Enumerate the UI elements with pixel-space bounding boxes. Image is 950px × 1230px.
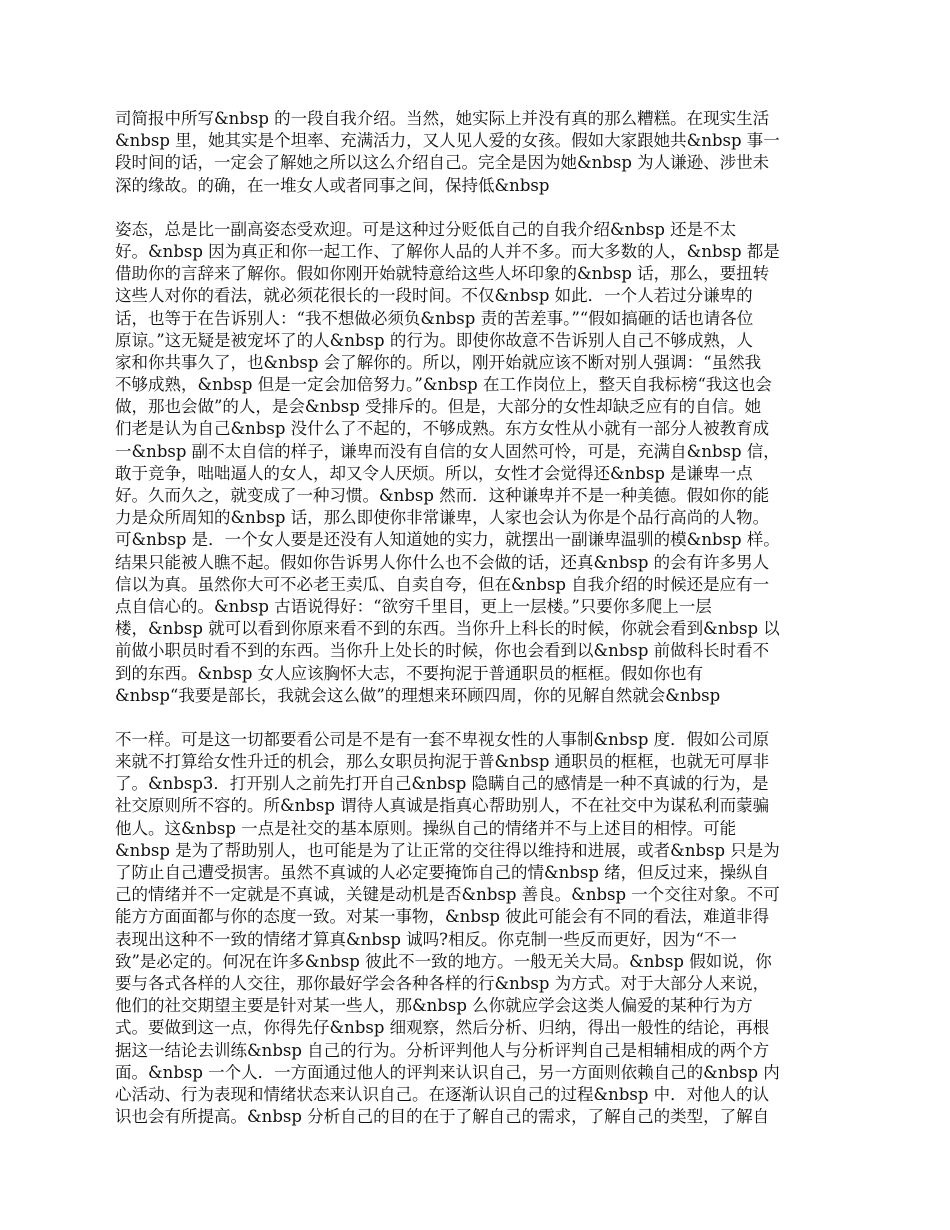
text-line: 好。&nbsp 因为真正和你一起工作、了解你人品的人并不多。而大多数的人，&nbsp 都是 — [115, 241, 780, 261]
text-line: 段时间的话，一定会了解她之所以这么介绍自己。完全是因为她&nbsp 为人谦逊、涉世未 — [115, 153, 770, 173]
paragraph — [115, 729, 837, 1128]
text-line: 敢于竞争，咄咄逼人的女人，却又令人厌烦。所以，女性才会觉得还&nbsp 是谦卑一点 — [115, 463, 753, 483]
text-line: &nbsp 是为了帮助别人，也可能是为了让正常的交往得以维持和进展，或者&nbsp 只是为 — [115, 840, 780, 860]
text-line: 了。&nbsp3．打开别人之前先打开自己&nbsp 隐瞒自己的感情是一种不真诚的行为，是 — [115, 774, 769, 794]
text-line: 们老是认为自己&nbsp 没什么了不起的，不够成熟。东方女性从小就有一部分人被教育成 — [115, 419, 770, 439]
text-line: 力是众所周知的&nbsp 话，那么即使你非常谦卑，人家也会认为你是个品行高尚的人物。 — [115, 508, 770, 528]
text-line: 识也会有所提高。&nbsp 分析自己的目的在于了解自己的需求，了解自己的类型，了解自 — [115, 1107, 770, 1127]
text-line: 来就不打算给女性升迁的机会，那么女职员拘泥于普&nbsp 通职员的框框，也就无可厚非 — [115, 752, 770, 772]
text-line: 心活动、行为表现和情绪状态来认识自己。在逐渐认识自己的过程&nbsp 中．对他人的认 — [115, 1084, 770, 1104]
text-line: 司简报中所写&nbsp 的一段自我介绍。当然，她实际上并没有真的那么糟糕。在现实生活 — [115, 109, 770, 128]
text-line: 一&nbsp 副不太自信的样子，谦卑而没有自信的女人固然可怜，可是，充满自&nbsp 信， — [115, 441, 780, 461]
text-line: 到的东西。&nbsp 女人应该胸怀大志，不要拘泥于普通职员的框框。假如你也有 — [115, 663, 704, 683]
text-line: 要与各式各样的人交往，那你最好学会各种各样的行&nbsp 为方式。对于大部分人来说， — [115, 973, 770, 993]
document-page — [115, 108, 837, 1150]
text-line: 不一样。可是这一切都要看公司是不是有一套不卑视女性的人事制&nbsp 度．假如公司原 — [115, 729, 770, 749]
text-line: 楼，&nbsp 就可以看到你原来看不到的东西。当你升上科长的时候，你就会看到&nbsp 以 — [115, 619, 780, 639]
text-line: 他们的社交期望主要是针对某一些人，那&nbsp 么你就应学会这类人偏爱的某种行为方 — [115, 996, 753, 1016]
text-line: 表现出这种不一致的情绪才算真&nbsp 诚吗?相反。你克制一些反而更好，因为“不一 — [115, 929, 737, 949]
text-line: 前做小职员时看不到的东西。当你升上处长的时候，你也会看到以&nbsp 前做科长时看不 — [115, 641, 770, 661]
text-line: 面。&nbsp 一个人．一方面通过他人的评判来认识自己，另一方面则依赖自己的&nbsp 内 — [115, 1062, 780, 1082]
text-line: 深的缘故。的确，在一堆女人或者同事之间，保持低&nbsp — [115, 175, 550, 195]
text-line: 话，也等于在告诉别人：“我不想做必须负&nbsp 责的苦差事。”“假如搞砸的话也请各位 — [115, 308, 754, 328]
text-line: 可&nbsp 是．一个女人要是还没有人知道她的实力，就摆出一副谦卑温驯的模&nbsp 样。 — [115, 530, 780, 550]
text-line: 他人。这&nbsp 一点是社交的基本原则。操纵自己的情绪并不与上述目的相悖。可能 — [115, 818, 737, 838]
text-line: &nbsp“我要是部长，我就会这么做”的理想来环顾四周，你的见解自然就会&nbsp — [115, 685, 721, 705]
text-line: 好。久而久之，就变成了一种习惯。&nbsp 然而．这种谦卑并不是一种美德。假如你的能 — [115, 486, 770, 505]
text-line: 做，那也会做”的人，是会&nbsp 受排斥的。但是，大部分的女性却缺乏应有的自信。她 — [115, 397, 762, 417]
text-line: 这些人对你的看法，就必须花很长的一段时间。不仅&nbsp 如此．一个人若过分谦卑的 — [115, 286, 753, 306]
text-line: 信以为真。虽然你大可不必老王卖瓜、自卖自夸，但在&nbsp 自我介绍的时候还是应有一 — [115, 574, 770, 594]
text-line: 借助你的言辞来了解你。假如你刚开始就特意给这些人坏印象的&nbsp 话，那么，要扭转 — [115, 264, 770, 284]
text-line: 式。要做到这一点，你得先仔&nbsp 细观察，然后分析、归纳，得出一般性的结论，再根 — [115, 1018, 770, 1038]
paragraph — [115, 108, 837, 197]
text-line: 家和你共事久了，也&nbsp 会了解你的。所以，刚开始就应该不断对别人强调：“虽然我 — [115, 352, 762, 372]
text-line: 己的情绪并不一定就是不真诚，关键是动机是否&nbsp 善良。&nbsp 一个交往对象。不可 — [115, 885, 780, 905]
text-line: 姿态，总是比一副高姿态受欢迎。可是这种过分贬低自己的自我介绍&nbsp 还是不太 — [115, 219, 737, 239]
text-line: 致”是必定的。何况在许多&nbsp 彼此不一致的地方。一般无关大局。&nbsp 假如说，你 — [115, 951, 772, 971]
text-line: 了防止自己遭受损害。虽然不真诚的人必定要掩饰自己的情&nbsp 绪，但反过来，操纵自 — [115, 863, 770, 882]
text-line: 据这一结论去训练&nbsp 自己的行为。分析评判他人与分析评判自己是相辅相成的两个方 — [115, 1040, 770, 1060]
text-line: &nbsp 里，她其实是个坦率、充满活力，又人见人爱的女孩。假如大家跟她共&nbsp 事一 — [115, 131, 780, 151]
text-line: 原谅。”这无疑是被宠坏了的人&nbsp 的行为。即使你故意不告诉别人自己不够成熟，人 — [115, 330, 753, 350]
text-line: 点自信心的。&nbsp 古语说得好：“欲穷千里目，更上一层楼。”只要你多爬上一层 — [115, 596, 712, 616]
text-line: 结果只能被人瞧不起。假如你告诉男人你什么也不会做的话，还真&nbsp 的会有许多男人 — [115, 552, 770, 572]
text-line: 能方方面面都与你的态度一致。对某一事物，&nbsp 彼此可能会有不同的看法，难道非得 — [115, 907, 770, 927]
paragraph — [115, 219, 837, 707]
text-line: 不够成熟，&nbsp 但是一定会加倍努力。”&nbsp 在工作岗位上，整天自我标榜“我这也会 — [115, 375, 772, 395]
text-line: 社交原则所不容的。所&nbsp 谓待人真诚是指真心帮助别人，不在社交中为谋私利而蒙骗 — [115, 796, 770, 816]
